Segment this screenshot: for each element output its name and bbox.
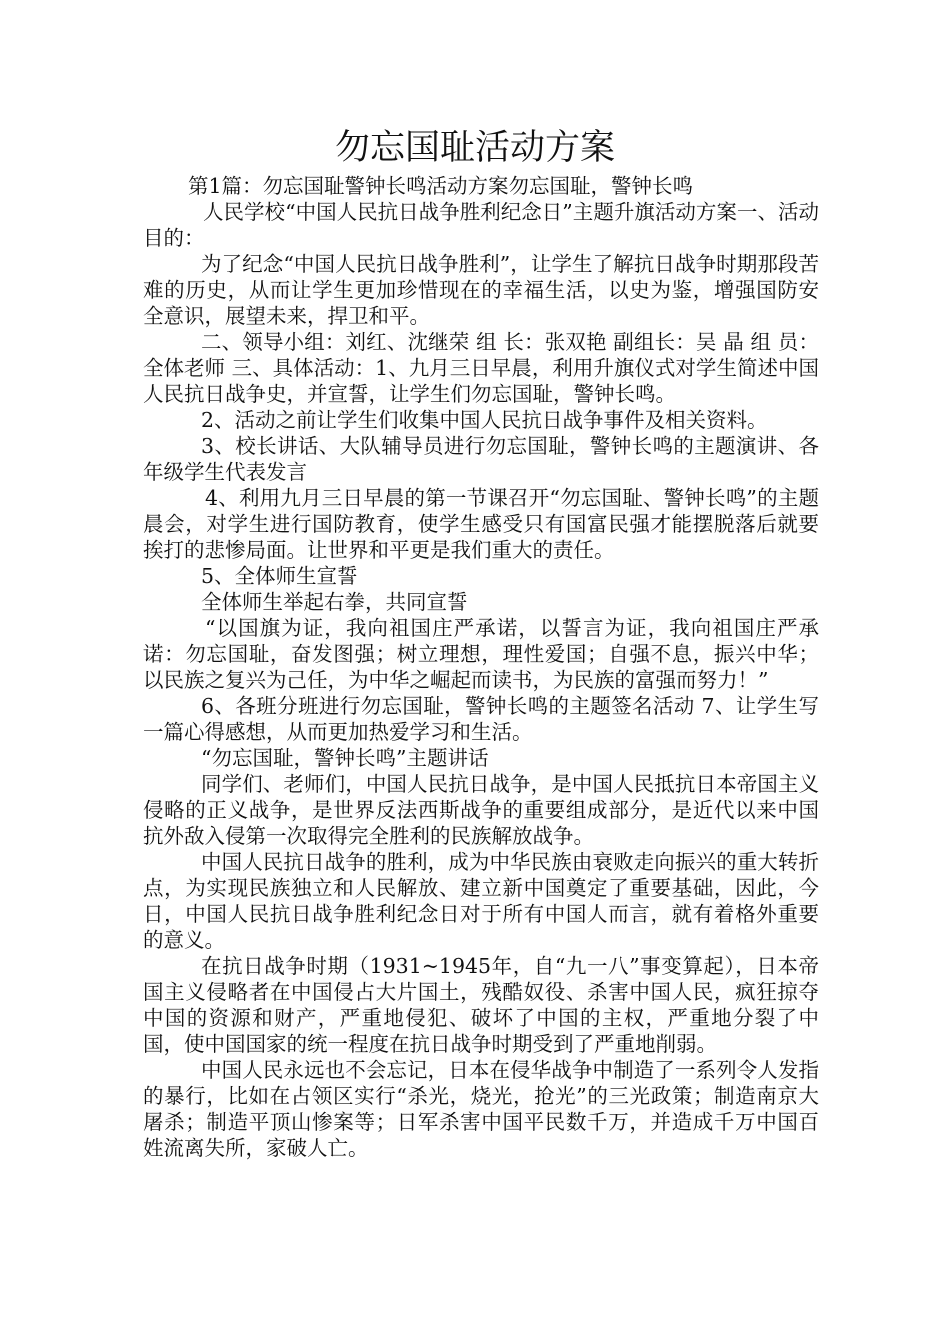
paragraph-16: 中国人民永远也不会忘记，日本在侵华战争中制造了一系列令人发指的暴行，比如在占领区实行“杀光，烧光，抢光”的三光政策；制造南京大屠杀；制造平顶山惨案等；日军杀害中国平民数千万，并造成千万中国百姓流离失所，家破人亡。 [143,1058,819,1160]
paragraph-11: 6、各班分班进行勿忘国耻，警钟长鸣的主题签名活动 7、让学生写一篇心得感想，从而更加热爱学习和生活。 [143,694,819,744]
paragraph-1: 第1篇：勿忘国耻警钟长鸣活动方案勿忘国耻，警钟长鸣 [188,174,694,198]
paragraph-7: 4、利用九月三日早晨的第一节课召开“勿忘国耻、警钟长鸣”的主题晨会，对学生进行国防教育，使学生感受只有国富民强才能摆脱落后就要挨打的悲惨局面。让世界和平更是我们重大的责任。 [143,486,819,562]
paragraph-4: 二、领导小组：刘红、沈继荣 组 长：张双艳 副组长：吴 晶 组 员：全体老师 三、具体活动：1、九月三日早晨，利用升旗仪式对学生简述中国人民抗日战争史，并宣誓，让学生们勿忘国耻，警钟长鸣。 [143,330,819,406]
document-body [143,173,819,1161]
paragraph-2: 人民学校“中国人民抗日战争胜利纪念日”主题升旗活动方案一、活动目的： [143,200,819,250]
paragraph-15: 在抗日战争时期（1931~1945年，自“九一八”事变算起），日本帝国主义侵略者在中国侵占大片国土，残酷奴役、杀害中国人民，疯狂掠夺中国的资源和财产，严重地侵犯、破坏了中国的主权，严重地分裂了中国，使中国国家的统一程度在抗日战争时期受到了严重地削弱。 [143,954,819,1056]
paragraph-10: “以国旗为证，我向祖国庄严承诺，以誓言为证，我向祖国庄严承诺：勿忘国耻，奋发图强；树立理想，理性爱国；自强不息，振兴中华；以民族之复兴为己任，为中华之崛起而读书，为民族的富强而努力！” [143,616,819,692]
paragraph-13: 同学们、老师们，中国人民抗日战争，是中国人民抵抗日本帝国主义侵略的正义战争，是世界反法西斯战争的重要组成部分，是近代以来中国抗外敌入侵第一次取得完全胜利的民族解放战争。 [143,772,819,848]
paragraph-3: 为了纪念“中国人民抗日战争胜利”，让学生了解抗日战争时期那段苦难的历史，从而让学生更加珍惜现在的幸福生活，以史为鉴，增强国防安全意识，展望未来，捍卫和平。 [143,252,819,328]
paragraph-14: 中国人民抗日战争的胜利，成为中华民族由衰败走向振兴的重大转折点，为实现民族独立和人民解放、建立新中国奠定了重要基础，因此，今日，中国人民抗日战争胜利纪念日对于所有中国人而言，就有着格外重要的意义。 [143,850,819,952]
paragraph-9: 全体师生举起右拳，共同宣誓 [201,590,468,614]
document-title: 勿忘国耻活动方案 [334,128,615,168]
paragraph-5: 2、活动之前让学生们收集中国人民抗日战争事件及相关资料。 [201,408,768,432]
paragraph-6: 3、校长讲话、大队辅导员进行勿忘国耻，警钟长鸣的主题演讲、各年级学生代表发言 [143,434,819,484]
paragraph-8: 5、全体师生宣誓 [201,564,358,588]
paragraph-12: “勿忘国耻，警钟长鸣”主题讲话 [201,746,489,770]
